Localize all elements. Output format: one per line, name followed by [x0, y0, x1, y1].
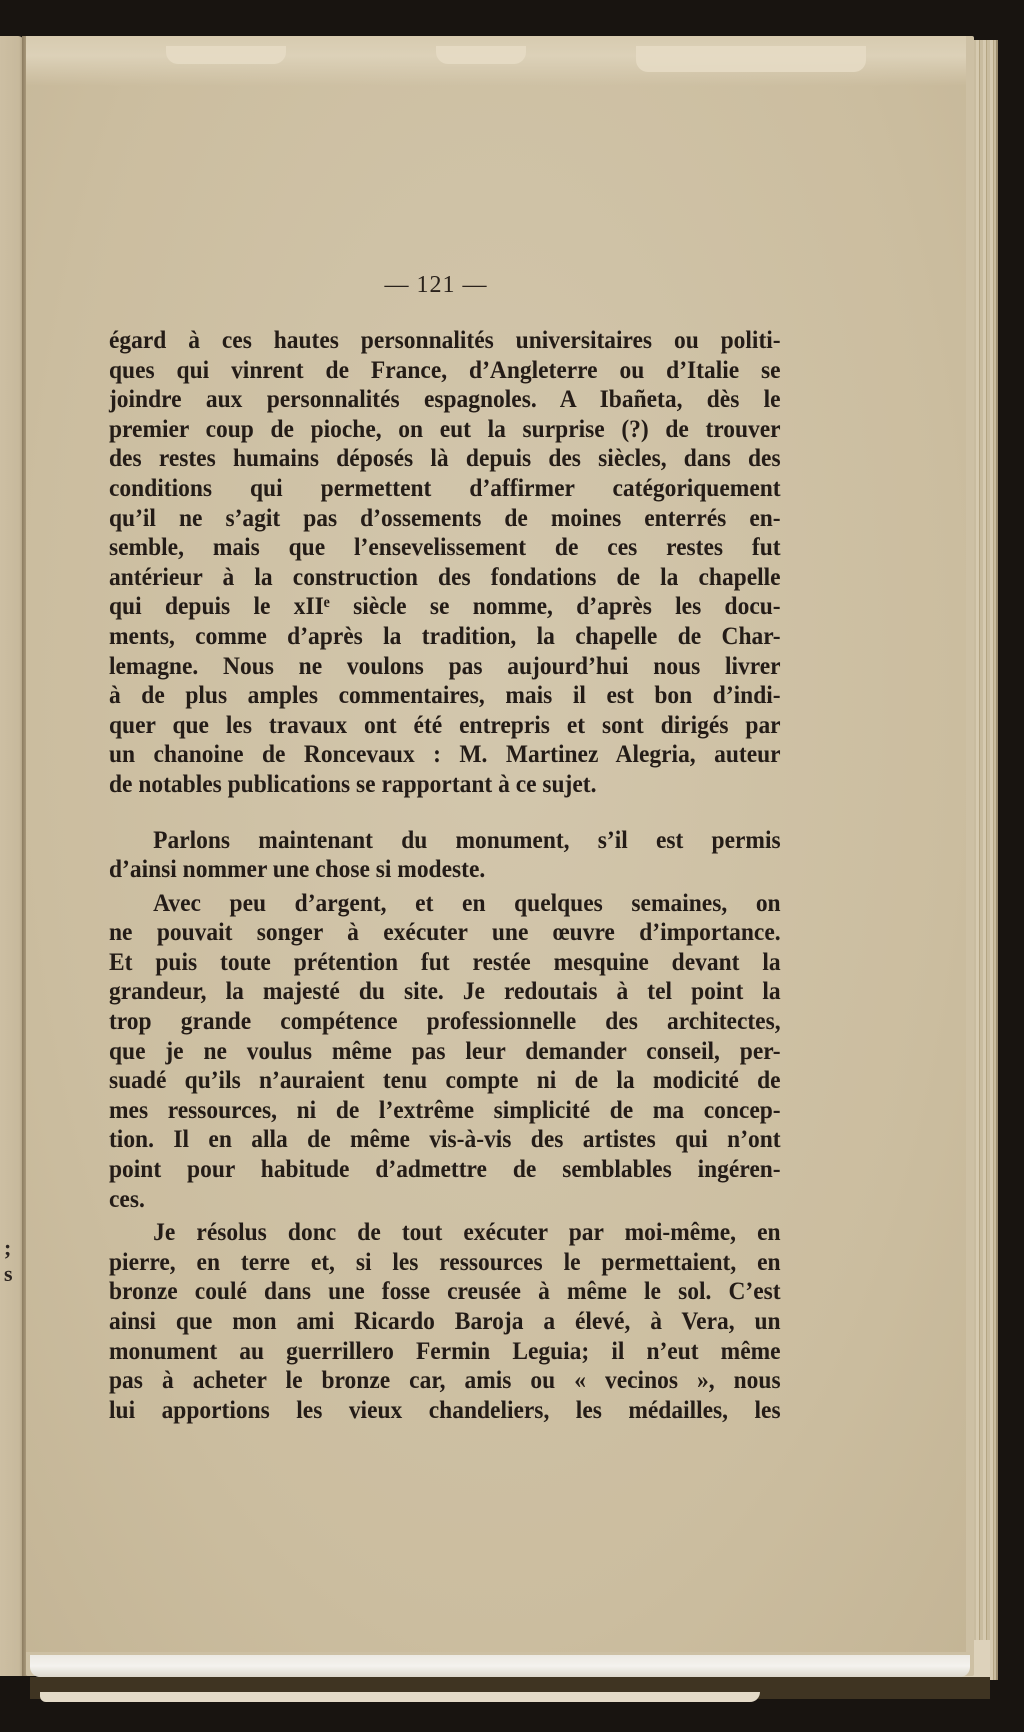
text-line: Parlons maintenant du monument, s’il est permis	[153, 824, 781, 854]
text-line: ments, comme d’après la tradition, la chapelle de Char-	[109, 620, 781, 650]
text-line: grandeur, la majesté du site. Je redoutais à tel point la	[109, 976, 781, 1006]
edge-highlight	[636, 46, 866, 72]
paragraph	[109, 824, 781, 884]
previous-page-fragments	[2, 36, 22, 1676]
text-line: antérieur à la construction des fondations de la chapelle	[109, 561, 781, 591]
text-line: ne pouvait songer à exécuter une œuvre d’importance.	[109, 917, 781, 947]
text-line: qui depuis le xIIᵉ siècle se nomme, d’après les docu-	[109, 591, 781, 621]
text-line: tion. Il en alla de même vis-à-vis des artistes qui n’ont	[109, 1124, 781, 1154]
paragraph-gap	[109, 799, 727, 825]
text-line: Avec peu d’argent, et en quelques semaines, on	[153, 887, 781, 917]
text-line: joindre aux personnalités espagnoles. A Ibañeta, dès le	[109, 384, 781, 414]
text-line: pas à acheter le bronze car, amis ou « vecinos », nous	[109, 1365, 781, 1395]
previous-page-edge	[0, 36, 24, 1676]
text-line: un chanoine de Roncevaux : M. Martinez Alegria, auteur	[109, 739, 781, 769]
text-line: mes ressources, ni de l’extrême simplicité de ma concep-	[109, 1094, 781, 1124]
text-line: d’ainsi nommer une chose si modeste.	[109, 854, 486, 884]
previous-page-fragment: ;	[4, 1235, 12, 1260]
text-line: de notables publications se rapportant à ce sujet.	[109, 768, 597, 798]
text-line: ces.	[109, 1183, 145, 1213]
bottom-deckle-edge	[40, 1692, 760, 1702]
page-surface	[26, 36, 966, 1652]
text-line: lemagne. Nous ne voulons pas aujourd’hui nous livrer	[109, 650, 781, 680]
text-line: Je résolus donc de tout exécuter par moi-même, en	[153, 1217, 781, 1247]
edge-highlight	[166, 46, 286, 64]
text-line: qu’il ne s’agit pas d’ossements de moines enterrés en-	[109, 502, 781, 532]
torn-top-edge	[26, 36, 966, 86]
text-line: pierre, en terre et, si les ressources le permettaient, en	[109, 1246, 781, 1276]
text-line: trop grande compétence professionnelle des architectes,	[109, 1006, 781, 1036]
edge-highlight	[436, 46, 526, 64]
text-line: monument au guerrillero Fermin Leguia; il n’eut même	[109, 1335, 781, 1365]
text-line: quer que les travaux ont été entrepris et sont dirigés par	[109, 709, 781, 739]
paragraph	[109, 1217, 781, 1424]
text-line: bronze coulé dans une fosse creusée à même le sol. C’est	[109, 1276, 781, 1306]
text-line: ainsi que mon ami Ricardo Baroja a élevé, à Vera, un	[109, 1306, 781, 1335]
paragraph	[109, 325, 781, 799]
paragraph	[109, 887, 781, 1214]
text-line: à de plus amples commentaires, mais il est bon d’indi-	[109, 680, 781, 710]
text-line: semble, mais que l’ensevelissement de ces restes fut	[109, 532, 781, 562]
text-line: que je ne voulus même pas leur demander conseil, per-	[109, 1035, 781, 1065]
page-number: — 121 —	[384, 272, 488, 298]
text-line: premier coup de pioche, on eut la surprise (?) de trouver	[109, 413, 781, 443]
text-line: suadé qu’ils n’auraient tenu compte ni de la modicité de	[109, 1065, 781, 1095]
text-line: conditions qui permettent d’affirmer catégoriquement	[109, 472, 781, 502]
text-line: lui apportions les vieux chandeliers, les médailles, les	[109, 1394, 781, 1424]
text-line: point pour habitude d’admettre de semblables ingéren-	[109, 1154, 781, 1184]
text-line: des restes humains déposés là depuis des siècles, dans des	[109, 443, 781, 473]
previous-page-fragment: s	[4, 1261, 13, 1286]
text-line: ques qui vinrent de France, d’Angleterre ou d’Italie se	[109, 354, 781, 384]
text-line: égard à ces hautes personnalités universitaires ou politi-	[109, 325, 781, 354]
bottom-page-edge	[30, 1655, 970, 1677]
book-page	[26, 36, 974, 1676]
text-line: Et puis toute prétention fut restée mesquine devant la	[109, 946, 781, 976]
body-text	[109, 325, 781, 1424]
